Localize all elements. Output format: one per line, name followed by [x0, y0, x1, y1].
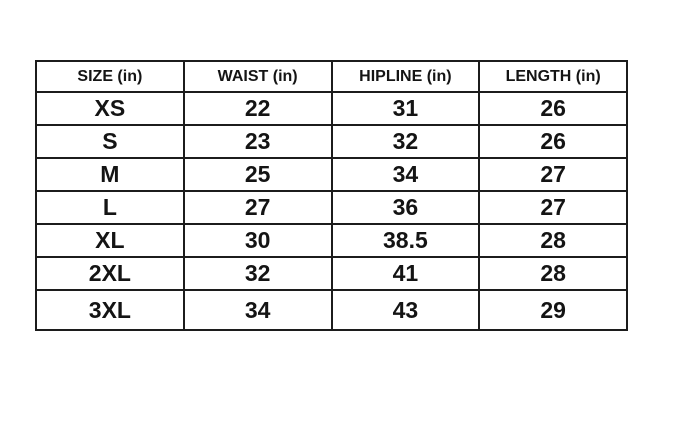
column-header: HIPLINE (in): [332, 61, 480, 92]
column-header: LENGTH (in): [479, 61, 627, 92]
measurement-cell: 34: [184, 290, 332, 330]
measurement-cell: 22: [184, 92, 332, 125]
size-cell: XS: [36, 92, 184, 125]
size-chart-table: [35, 60, 628, 331]
table-row: [36, 290, 627, 330]
measurement-cell: 28: [479, 257, 627, 290]
measurement-cell: 32: [332, 125, 480, 158]
measurement-cell: 30: [184, 224, 332, 257]
size-cell: 3XL: [36, 290, 184, 330]
measurement-cell: 36: [332, 191, 480, 224]
measurement-cell: 26: [479, 92, 627, 125]
measurement-cell: 27: [479, 158, 627, 191]
measurement-cell: 23: [184, 125, 332, 158]
size-cell: 2XL: [36, 257, 184, 290]
measurement-cell: 26: [479, 125, 627, 158]
column-header: SIZE (in): [36, 61, 184, 92]
size-chart-header: [36, 61, 627, 92]
size-chart-body: [36, 92, 627, 330]
measurement-cell: 31: [332, 92, 480, 125]
header-row: [36, 61, 627, 92]
table-row: [36, 257, 627, 290]
measurement-cell: 38.5: [332, 224, 480, 257]
column-header: WAIST (in): [184, 61, 332, 92]
table-row: [36, 158, 627, 191]
measurement-cell: 32: [184, 257, 332, 290]
table-row: [36, 125, 627, 158]
measurement-cell: 27: [479, 191, 627, 224]
measurement-cell: 27: [184, 191, 332, 224]
measurement-cell: 41: [332, 257, 480, 290]
measurement-cell: 28: [479, 224, 627, 257]
table-row: [36, 191, 627, 224]
size-cell: M: [36, 158, 184, 191]
measurement-cell: 29: [479, 290, 627, 330]
measurement-cell: 43: [332, 290, 480, 330]
table-row: [36, 224, 627, 257]
measurement-cell: 34: [332, 158, 480, 191]
measurement-cell: 25: [184, 158, 332, 191]
size-cell: S: [36, 125, 184, 158]
table-row: [36, 92, 627, 125]
size-cell: L: [36, 191, 184, 224]
size-cell: XL: [36, 224, 184, 257]
